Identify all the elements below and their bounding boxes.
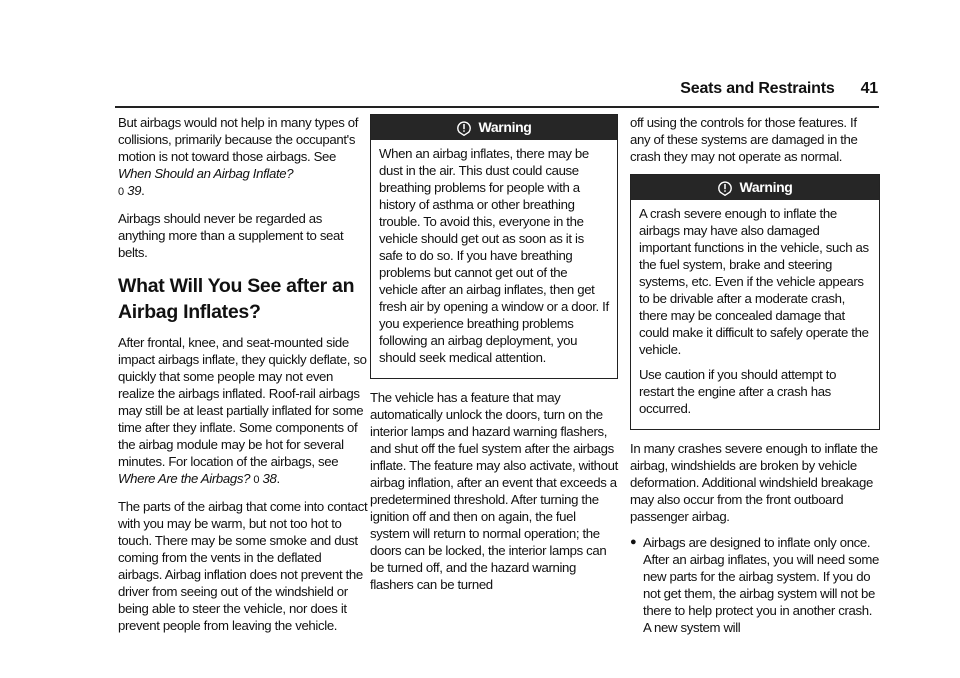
paragraph-end: .: [276, 471, 280, 486]
warning-header: [371, 115, 617, 140]
bullet-icon: ●: [630, 536, 637, 548]
warning-box: [630, 174, 880, 430]
cross-reference-page[interactable]: 38: [262, 471, 277, 486]
paragraph: off using the controls for those features. If any of these systems are damaged in the crash they may not operate as normal.: [630, 115, 858, 164]
warning-title: Warning: [478, 119, 532, 135]
paragraph-text: After frontal, knee, and seat-mounted side impact airbags inflate, they quickly deflate, so quickly that some people may not even realize the airbags inflated. Roof-rail airbags may still be at least partially inflated for some time after they inflate. Some components of the airbag module may be hot for several minutes. For location of the airbags, see: [118, 335, 367, 469]
page-ref-arrow-icon: 0: [253, 474, 260, 486]
warning-body: [371, 140, 617, 378]
page-ref-arrow-icon: 0: [118, 186, 124, 198]
warning-body: [631, 200, 879, 429]
running-header: [660, 80, 878, 104]
column-right: [630, 114, 880, 636]
cross-reference-page[interactable]: 39: [127, 183, 142, 198]
section-title: Seats and Restraints: [680, 80, 835, 97]
cross-reference-link[interactable]: Where Are the Airbags?: [118, 471, 251, 486]
warning-header: [631, 175, 879, 200]
page-number: 41: [860, 80, 878, 97]
warning-icon: [456, 120, 472, 136]
paragraph-end: .: [141, 183, 145, 198]
paragraph: [118, 114, 368, 201]
header-rule: [115, 106, 879, 108]
warning-text: A crash severe enough to inflate the airbags may have also damaged important functions in the vehicle, such as the fuel system, brake and steering systems, etc. Even if the vehicle appears to be drivable after a moderate crash, there may be concealed damage that could make it difficult to safely operate the vehicle.: [639, 206, 869, 357]
paragraph: The vehicle has a feature that may automatically unlock the doors, turn on the interior lamps and hazard warning flashers, and shut off the fuel system after the airbags inflate. The feature may also activate, without airbag inflation, after an event that exceeds a predetermined threshold. After turning the ignition off and then on again, the fuel system will return to normal operation; the doors can be locked, the interior lamps can be turned off, and the hazard warning flashers can be turned: [370, 390, 618, 592]
paragraph: [118, 334, 368, 489]
paragraph-text: But airbags would not help in many types of collisions, primarily because the occupant's motion is not toward those airbags. See: [118, 115, 359, 164]
column-left: [118, 114, 368, 643]
warning-text: Use caution if you should attempt to restart the engine after a crash has occurred.: [639, 367, 837, 416]
cross-reference-link[interactable]: When Should an Airbag Inflate?: [118, 166, 294, 181]
paragraph: Airbags should never be regarded as anything more than a supplement to seat belts.: [118, 211, 344, 260]
warning-title: Warning: [739, 179, 793, 195]
paragraph: In many crashes severe enough to inflate the airbag, windshields are broken by vehicle deformation. Additional windshield breakage may also occur from the front outboard passenger airbag.: [630, 441, 878, 524]
column-middle: [370, 114, 618, 602]
warning-box: [370, 114, 618, 379]
warning-text: When an airbag inflates, there may be dust in the air. This dust could cause breathing problems for people with a history of asthma or other breathing trouble. To avoid this, everyone in the vehicle should get out as soon as it is safe to do so. If you have breathing problems but cannot get out of the vehicle after an airbag inflates, then get fresh air by opening a window or a door. If you experience breathing problems following an airbag deployment, you should seek medical attention.: [379, 146, 609, 365]
paragraph: The parts of the airbag that come into contact with you may be warm, but not too hot to touch. There may be some smoke and dust coming from the vents in the deflated airbags. Airbag inflation does not prevent the driver from seeing out of the windshield or being able to steer the vehicle, nor does it prevent people from leaving the vehicle.: [118, 499, 368, 633]
bullet-text: Airbags are designed to inflate only once. After an airbag inflates, you will need some new parts for the airbag system. If you do not get them, the airbag system will not be there to help protect you in another crash. A new system will: [643, 535, 880, 635]
section-heading: What Will You See after an Airbag Inflates?: [118, 275, 355, 323]
warning-icon: [717, 180, 733, 196]
bullet-item: [630, 534, 880, 636]
